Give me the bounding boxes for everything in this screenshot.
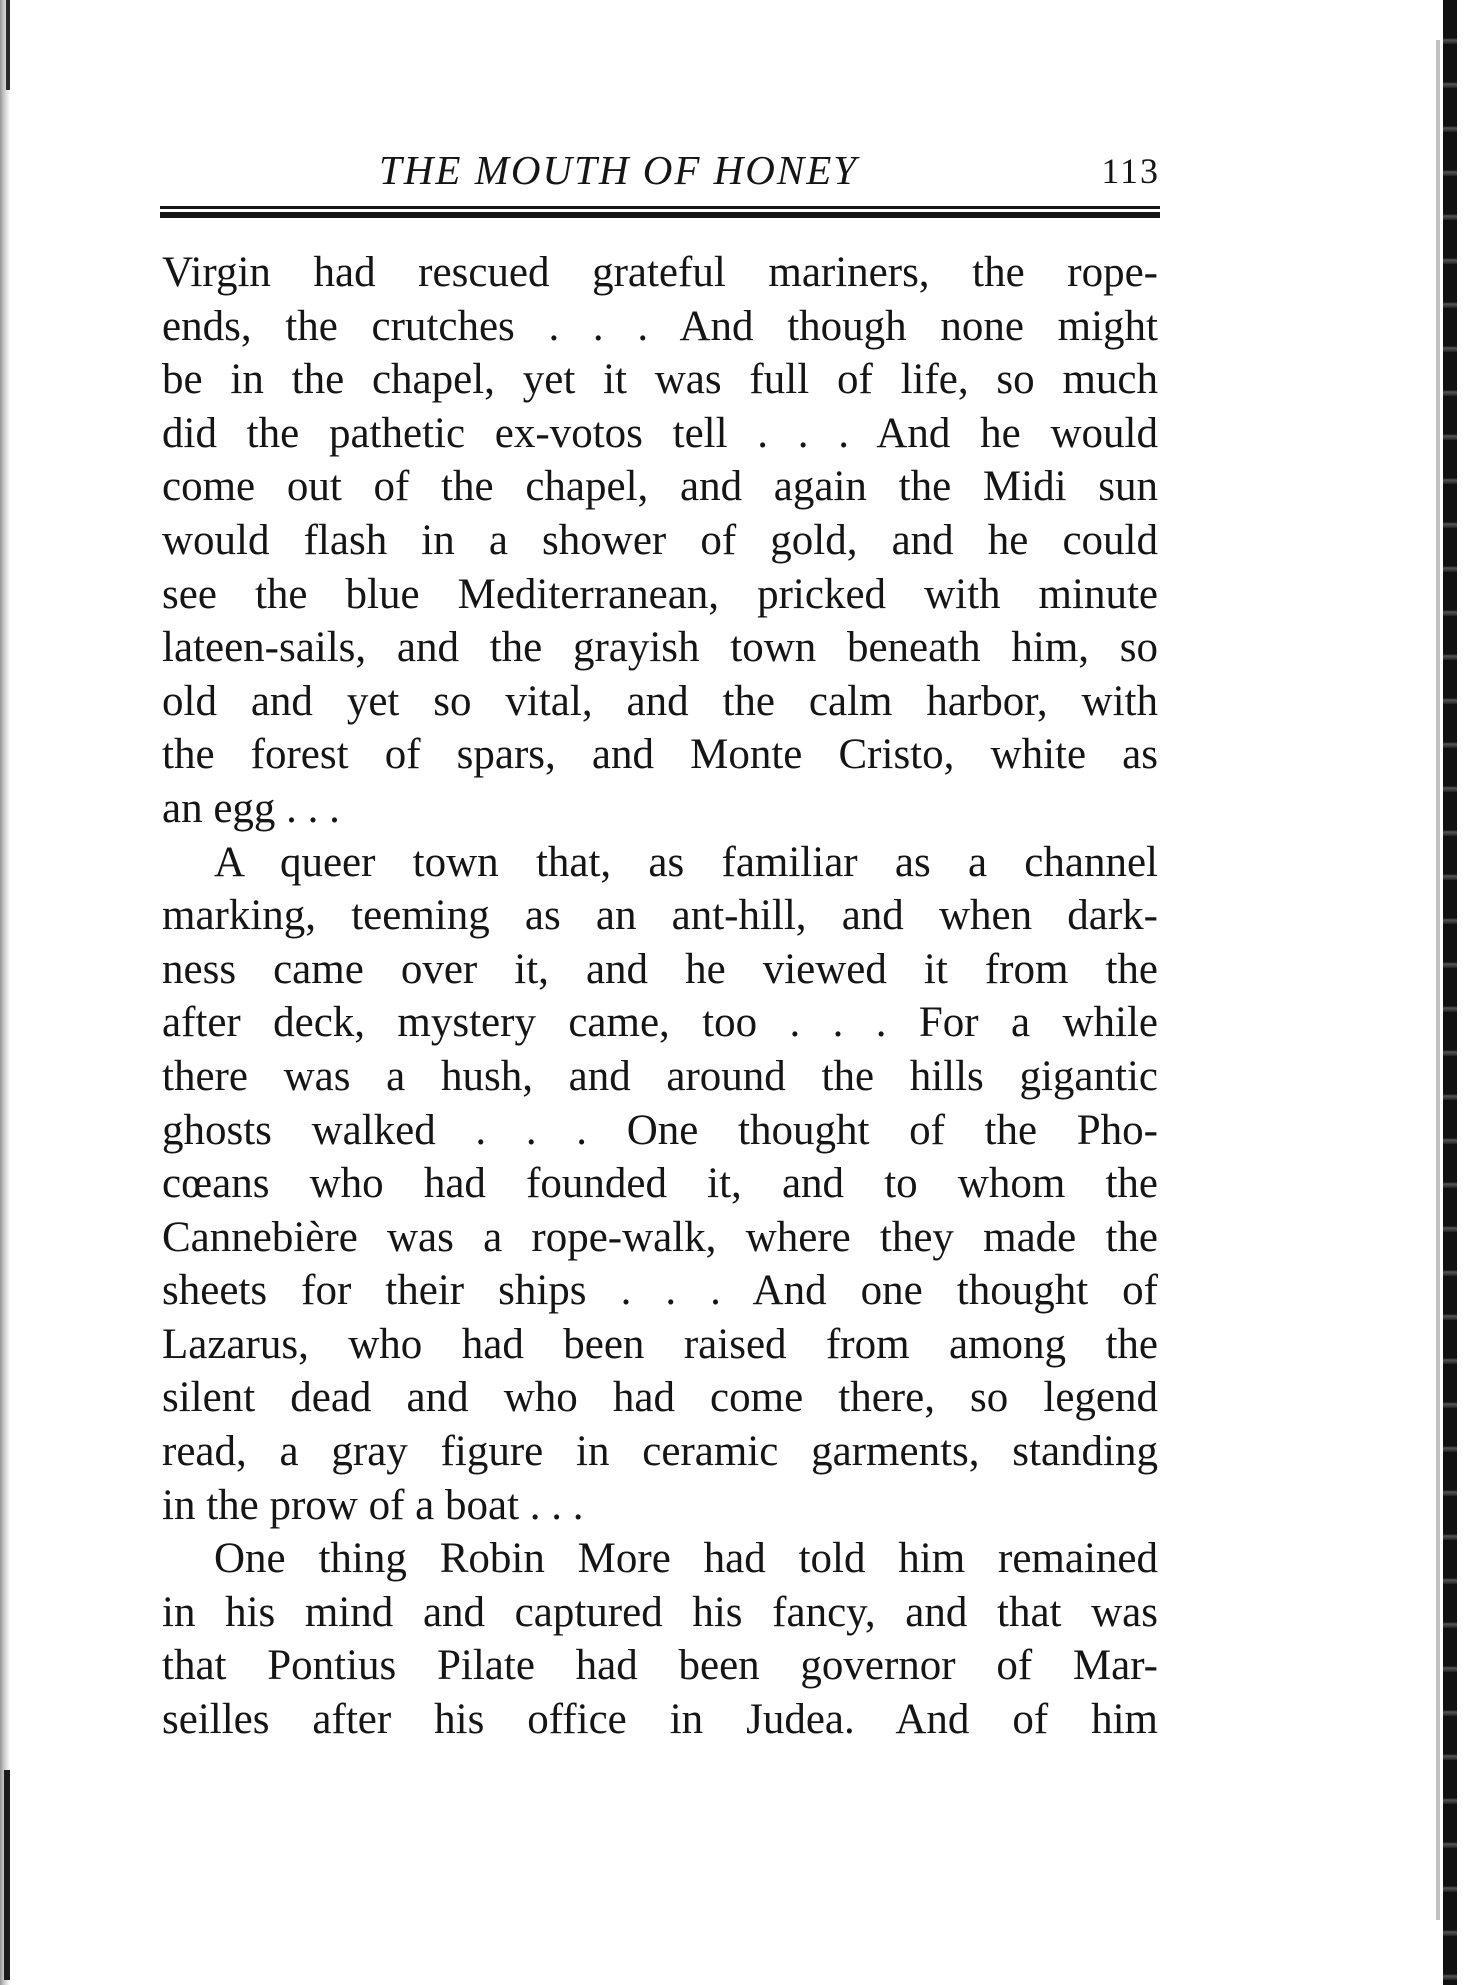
paragraph-end-line: in the prow of a boat . . .	[162, 1481, 584, 1529]
text-line: ness came over it, and he viewed it from the	[162, 945, 1158, 993]
page-number: 113	[1101, 151, 1160, 191]
text-line: ghosts walked . . . One thought of the Pho-	[162, 1106, 1158, 1154]
scan-left-edge-mark-bottom	[4, 1770, 10, 1980]
text-line: marking, teeming as an ant-hill, and when dark-	[162, 892, 1158, 940]
text-line: old and yet so vital, and the calm harbor, with	[162, 677, 1158, 725]
scan-right-edge	[1443, 0, 1457, 1985]
paragraph-end-line: an egg . . .	[162, 784, 340, 832]
text-line: in his mind and captured his fancy, and that was	[162, 1588, 1158, 1636]
running-title: THE MOUTH OF HONEY	[379, 147, 859, 193]
text-line: cœans who had founded it, and to whom the	[162, 1160, 1158, 1208]
text-line: lateen-sails, and the grayish town beneath him, so	[162, 624, 1158, 672]
text-line: sheets for their ships . . . And one thought of	[162, 1267, 1158, 1315]
paragraph-start-line: A queer town that, as familiar as a channel	[214, 838, 1158, 886]
scan-left-edge	[0, 0, 10, 1985]
paragraph-start-line: One thing Robin More had told him remained	[214, 1535, 1158, 1583]
text-line: be in the chapel, yet it was full of life, so much	[162, 356, 1158, 404]
scan-left-edge-mark-top	[6, 0, 10, 90]
text-line: did the pathetic ex-votos tell . . . And he would	[162, 409, 1158, 457]
header-rule-thick	[160, 212, 1160, 218]
text-line: Virgin had rescued grateful mariners, the rope-	[162, 249, 1158, 296]
text-line: that Pontius Pilate had been governor of Mar-	[162, 1642, 1158, 1690]
text-line: the forest of spars, and Monte Cristo, white as	[162, 731, 1158, 779]
text-line: seilles after his office in Judea. And of him	[162, 1696, 1158, 1744]
text-line: there was a hush, and around the hills gigantic	[162, 1052, 1158, 1100]
text-line: read, a gray figure in ceramic garments, standing	[162, 1428, 1158, 1476]
text-line: silent dead and who had come there, so legend	[162, 1374, 1158, 1422]
scan-right-edge-shadow	[1436, 40, 1440, 1920]
body-text	[162, 246, 1158, 1747]
text-line: see the blue Mediterranean, pricked with minute	[162, 570, 1158, 618]
header-rule-thin	[160, 206, 1160, 209]
running-head	[160, 140, 1160, 200]
text-line: come out of the chapel, and again the Midi sun	[162, 463, 1158, 511]
text-line: after deck, mystery came, too . . . For a while	[162, 999, 1158, 1047]
text-line: Lazarus, who had been raised from among the	[162, 1320, 1158, 1368]
text-line: would flash in a shower of gold, and he could	[162, 516, 1158, 564]
text-line: Cannebière was a rope-walk, where they made the	[162, 1213, 1158, 1261]
text-line: ends, the crutches . . . And though none might	[162, 302, 1158, 350]
